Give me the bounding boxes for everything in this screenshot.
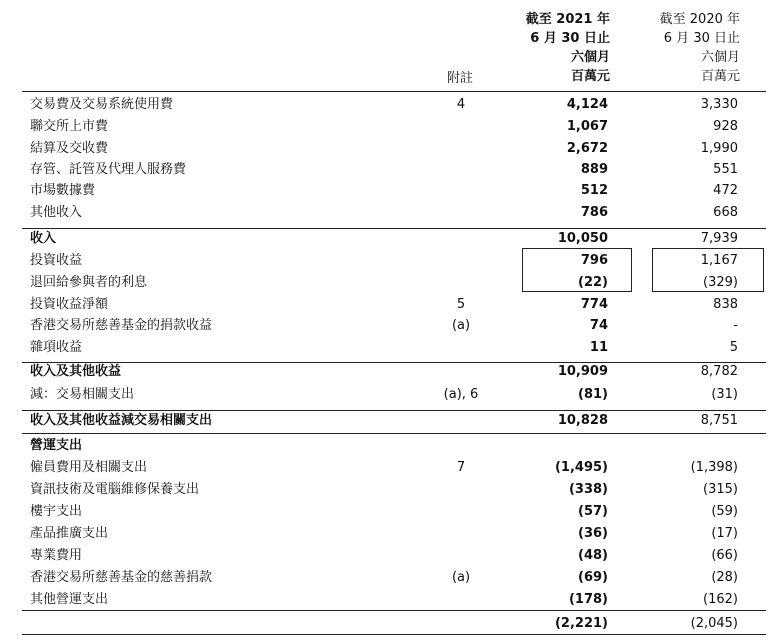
value-2020: (66) bbox=[711, 548, 738, 563]
header-line: 百萬元 bbox=[570, 69, 610, 84]
value-2021: (178) bbox=[568, 592, 608, 607]
note-ref: (a), 6 bbox=[443, 387, 479, 402]
column-header-2020 bbox=[600, 10, 740, 86]
value-2021: 796 bbox=[580, 253, 608, 268]
value-2021: (338) bbox=[568, 482, 608, 497]
note-ref: 5 bbox=[456, 297, 466, 312]
table-row bbox=[0, 228, 776, 249]
value-2021: 11 bbox=[589, 340, 608, 355]
header-line: 截至 2021 年 bbox=[525, 12, 610, 27]
row-label: 收入及其他收益減交易相關支出 bbox=[30, 413, 213, 428]
table-row bbox=[0, 410, 776, 431]
row-label: 產品推廣支出 bbox=[30, 526, 109, 541]
row-label: 其他營運支出 bbox=[30, 592, 109, 607]
value-2020: (2,045) bbox=[690, 616, 738, 631]
value-2020: (59) bbox=[711, 504, 738, 519]
row-label: 其他收入 bbox=[30, 205, 83, 220]
table-row bbox=[0, 589, 776, 610]
header-line: 6 月 30 日止 bbox=[530, 31, 610, 46]
value-2021: 1,067 bbox=[566, 119, 608, 134]
value-2020: 5 bbox=[729, 340, 738, 355]
table-row bbox=[0, 272, 776, 293]
table-row bbox=[0, 567, 776, 588]
total-divider bbox=[22, 610, 766, 611]
row-label: 交易費及交易系統使用費 bbox=[30, 97, 174, 112]
table-row bbox=[0, 545, 776, 566]
note-ref: (a) bbox=[451, 318, 471, 333]
value-2020: 838 bbox=[713, 297, 738, 312]
row-label: 香港交易所慈善基金的慈善捐款 bbox=[30, 570, 213, 585]
header-line: 截至 2020 年 bbox=[659, 12, 740, 27]
note-column-header: 附註 bbox=[446, 71, 473, 86]
header-line: 六個月 bbox=[570, 50, 610, 65]
header-line: 百萬元 bbox=[700, 69, 740, 84]
table-row bbox=[0, 501, 776, 522]
value-2020: 668 bbox=[713, 205, 738, 220]
value-2021: (1,495) bbox=[554, 460, 608, 475]
value-2020: 472 bbox=[713, 183, 738, 198]
value-2020: (315) bbox=[703, 482, 738, 497]
bottom-rule bbox=[22, 634, 766, 635]
table-row bbox=[0, 315, 776, 336]
value-2020: 928 bbox=[713, 119, 738, 134]
note-ref: (a) bbox=[451, 570, 471, 585]
table-row bbox=[0, 294, 776, 315]
value-2021: 74 bbox=[589, 318, 608, 333]
note-ref: 7 bbox=[456, 460, 466, 475]
value-2020: (17) bbox=[711, 526, 738, 541]
value-2020: (162) bbox=[703, 592, 738, 607]
row-label: 市場數據費 bbox=[30, 183, 96, 198]
table-row bbox=[0, 457, 776, 478]
table-row bbox=[0, 250, 776, 271]
row-label: 收入及其他收益 bbox=[30, 364, 122, 379]
table-row bbox=[0, 180, 776, 201]
row-label: 僱員費用及相關支出 bbox=[30, 460, 148, 475]
table-row bbox=[0, 116, 776, 137]
value-2021: (2,221) bbox=[554, 616, 608, 631]
row-label: 香港交易所慈善基金的捐款收益 bbox=[30, 318, 213, 333]
value-2021: 10,828 bbox=[557, 413, 608, 428]
row-label: 結算及交收費 bbox=[30, 141, 109, 156]
value-2020: 551 bbox=[713, 162, 738, 177]
value-2020: (31) bbox=[711, 387, 738, 402]
row-label: 收入 bbox=[30, 231, 57, 246]
value-2021: 2,672 bbox=[566, 141, 608, 156]
value-2020: 7,939 bbox=[700, 231, 738, 246]
value-2021: 10,909 bbox=[557, 364, 608, 379]
row-label: 樓宇支出 bbox=[30, 504, 83, 519]
value-2020: 3,330 bbox=[700, 97, 738, 112]
value-2020: 1,167 bbox=[700, 253, 738, 268]
row-label: 營運支出 bbox=[30, 438, 83, 453]
value-2020: (28) bbox=[711, 570, 738, 585]
table-row bbox=[0, 613, 776, 634]
row-label: 投資收益淨額 bbox=[30, 297, 109, 312]
value-2020: - bbox=[733, 318, 738, 333]
value-2020: 8,782 bbox=[700, 364, 738, 379]
row-label: 雜項收益 bbox=[30, 340, 83, 355]
row-label: 專業費用 bbox=[30, 548, 83, 563]
opex-divider bbox=[22, 433, 766, 434]
value-2020: 8,751 bbox=[700, 413, 738, 428]
value-2021: 4,124 bbox=[566, 97, 608, 112]
table-row bbox=[0, 138, 776, 159]
row-label: 退回給參與者的利息 bbox=[30, 275, 148, 290]
value-2021: (69) bbox=[578, 570, 608, 585]
value-2021: (81) bbox=[578, 387, 608, 402]
table-row bbox=[0, 337, 776, 358]
header-line: 6 月 30 日止 bbox=[663, 31, 740, 46]
value-2020: 1,990 bbox=[700, 141, 738, 156]
header-divider bbox=[22, 91, 766, 92]
table-row bbox=[0, 435, 776, 456]
value-2020: (1,398) bbox=[690, 460, 738, 475]
value-2021: (48) bbox=[578, 548, 608, 563]
value-2021: (22) bbox=[578, 275, 608, 290]
value-2021: (36) bbox=[578, 526, 608, 541]
table-row bbox=[0, 159, 776, 180]
table-row bbox=[0, 479, 776, 500]
table-row bbox=[0, 523, 776, 544]
value-2021: 774 bbox=[580, 297, 608, 312]
table-row bbox=[0, 202, 776, 223]
value-2021: 10,050 bbox=[557, 231, 608, 246]
note-ref: 4 bbox=[456, 97, 466, 112]
row-label: 減：交易相關支出 bbox=[30, 387, 135, 402]
value-2021: (57) bbox=[578, 504, 608, 519]
row-label: 投資收益 bbox=[30, 253, 83, 268]
row-label: 聯交所上市費 bbox=[30, 119, 109, 134]
row-label: 資訊技術及電腦維修保養支出 bbox=[30, 482, 200, 497]
table-row bbox=[0, 384, 776, 405]
value-2020: (329) bbox=[703, 275, 738, 290]
value-2021: 889 bbox=[580, 162, 608, 177]
value-2021: 512 bbox=[580, 183, 608, 198]
table-row bbox=[0, 361, 776, 382]
header-line: 六個月 bbox=[700, 50, 740, 65]
value-2021: 786 bbox=[580, 205, 608, 220]
row-label: 存管、託管及代理人服務費 bbox=[30, 162, 187, 177]
table-row bbox=[0, 94, 776, 115]
